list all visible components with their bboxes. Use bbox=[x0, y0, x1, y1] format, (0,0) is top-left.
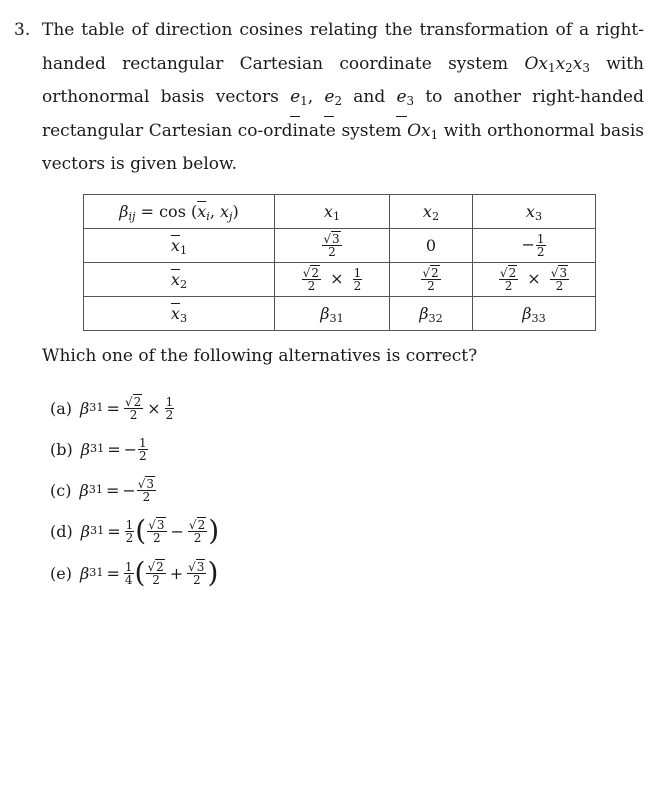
cell-beta21: $\frac{√2}{2}$ × $\frac{1}{2}$ bbox=[275, 263, 390, 297]
table-row bbox=[84, 263, 596, 297]
basis-vector-e1: e bbox=[290, 81, 300, 115]
cell-beta12: 0 bbox=[390, 229, 473, 263]
option-d-label: (d) bbox=[50, 521, 73, 541]
table-row bbox=[84, 297, 596, 331]
cell-beta33: $\beta_{33}$ bbox=[473, 297, 596, 331]
option-b[interactable]: (b) β 31 = − $\frac{1}{2}$ bbox=[50, 435, 147, 463]
option-d[interactable]: (d) β 31 = $\frac{1}{2}$ ( $\frac{√3}{2}$ − $\frac{√2}{2}$ ) bbox=[50, 514, 220, 547]
question-block bbox=[14, 14, 644, 182]
question-number: 3. bbox=[14, 20, 31, 40]
col-header-x2: $x_2$ bbox=[390, 195, 473, 229]
col-header-x3: $x_3$ bbox=[473, 195, 596, 229]
basis-vector-e3: e bbox=[396, 81, 406, 115]
cell-beta32: $\beta_{32}$ bbox=[390, 297, 473, 331]
cell-beta13: − $\frac{1}{2}$ bbox=[473, 229, 596, 263]
option-c[interactable]: (c) β 31 = − $\frac{√3}{2}$ bbox=[50, 476, 155, 504]
option-a[interactable]: (a) β 31 = $\frac{√2}{2}$ × $\frac{1}{2}$ bbox=[50, 394, 174, 422]
row-header-xbar3: $\overline{x}_3$ bbox=[84, 297, 275, 331]
option-e[interactable]: (e) β 31 = $\frac{1}{4}$ ( $\frac{√2}{2}$ + $\frac{√3}{2}$ ) bbox=[50, 556, 219, 589]
basis-vector-e2: e bbox=[324, 81, 334, 115]
cell-beta22: $\frac{√2}{2}$ bbox=[390, 263, 473, 297]
option-b-label: (b) bbox=[50, 439, 73, 459]
direction-cosine-table bbox=[83, 194, 596, 331]
system-2: $Ox_1$ bbox=[407, 120, 439, 142]
header-beta-definition: $\beta_{ij} = \cos (\overline{x}_i$, $x_j$) bbox=[84, 195, 275, 229]
system-1: $Ox_1x_2x_3$ bbox=[524, 53, 590, 75]
col-header-x1: $x_1$ bbox=[275, 195, 390, 229]
option-e-label: (e) bbox=[50, 563, 72, 583]
cell-beta31: $\beta_{31}$ bbox=[275, 297, 390, 331]
cell-beta23: $\frac{√2}{2}$ × $\frac{√3}{2}$ bbox=[473, 263, 596, 297]
row-header-xbar2: $\overline{x}_2$ bbox=[84, 263, 275, 297]
cell-beta11: $\frac{√3}{2}$ bbox=[275, 229, 390, 263]
option-a-label: (a) bbox=[50, 398, 73, 418]
question-prompt: Which one of the following alternatives is correct? bbox=[42, 346, 478, 366]
question-text: The table of direction cosines relating the transformation of a right-handed rectangular Cartesian coordinate system $Ox_1x_2x_3$ with orthonormal basis vectors $e_1$, $e_2$ and $e_3$ to another right-handed rectangular Cartesian co-ordinate system $Ox_1$ with orthonormal basis vectors is given below. bbox=[42, 20, 644, 174]
table-row bbox=[84, 229, 596, 263]
option-c-label: (c) bbox=[50, 480, 72, 500]
row-header-xbar1: $\overline{x}_1$ bbox=[84, 229, 275, 263]
table-header-row bbox=[84, 195, 596, 229]
